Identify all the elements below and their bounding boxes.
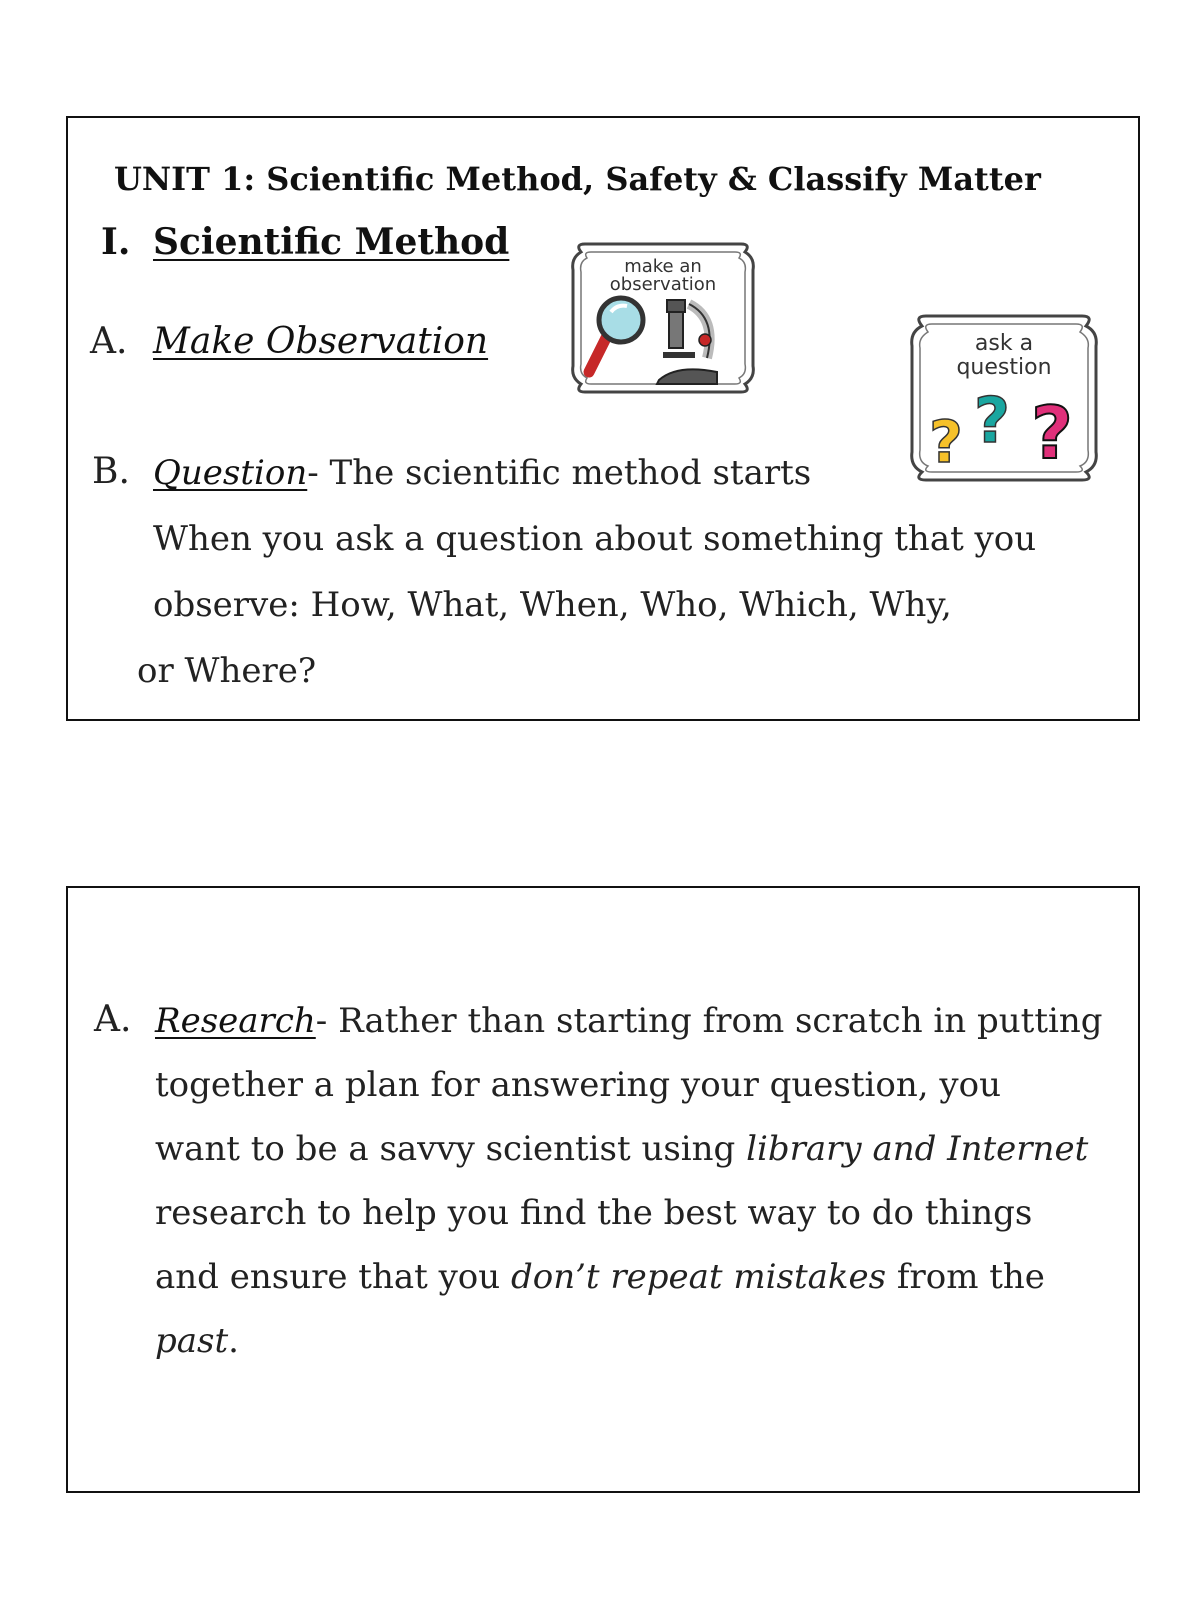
research-line1: Rather than starting from scratch in putting <box>338 1001 1103 1041</box>
make-observation-clipart <box>567 240 759 396</box>
section-title: Scientific Method <box>153 221 510 263</box>
item-a-title: Make Observation <box>153 321 489 362</box>
item-b-first-line <box>153 453 811 493</box>
research-line6 <box>155 1321 239 1361</box>
research-line2: together a plan for answering your question, you <box>155 1065 1001 1105</box>
item-b-dash: - <box>307 453 330 493</box>
svg-text:?: ? <box>1031 391 1073 475</box>
item-b-line4: or Where? <box>137 651 317 691</box>
research-line4: research to help you find the best way to do things <box>155 1193 1033 1233</box>
clip-observation-line1: make an <box>624 256 702 277</box>
research-line5-end: from the <box>886 1257 1045 1297</box>
research-first-line <box>155 1001 1103 1041</box>
item-b-letter: B. <box>92 451 130 492</box>
item-b-title: Question <box>153 453 308 493</box>
clip-question-line2: question <box>956 355 1052 380</box>
item-b-line2: When you ask a question about something that you <box>153 519 1037 559</box>
svg-text:?: ? <box>974 384 1010 457</box>
section-numeral: I. <box>101 221 131 263</box>
item-a-letter: A. <box>90 321 128 362</box>
research-line6-emphasis: past <box>155 1321 229 1361</box>
research-line6-end: . <box>228 1321 239 1361</box>
research-line3-text: want to be a savvy scientist using <box>155 1129 747 1169</box>
item-b-line1: The scientific method starts <box>329 453 812 493</box>
research-line3-emphasis: library and Internet <box>746 1129 1089 1169</box>
magnifier-microscope-icon <box>567 240 759 396</box>
unit-title: UNIT 1: Scientific Method, Safety & Classify Matter <box>114 160 1041 198</box>
clip-question-line1: ask a <box>974 331 1034 356</box>
research-letter: A. <box>94 999 132 1040</box>
question-marks-icon <box>906 312 1102 484</box>
svg-text:?: ? <box>929 408 963 476</box>
research-line5-text: and ensure that you <box>155 1257 511 1297</box>
clip-observation-line2: observation <box>609 274 717 295</box>
item-b-line3: observe: How, What, When, Who, Which, Why, <box>153 585 952 625</box>
research-card <box>66 886 1140 1493</box>
research-line3 <box>155 1129 1088 1169</box>
ask-question-clipart <box>906 312 1102 484</box>
research-line5 <box>155 1257 1045 1297</box>
research-line5-emphasis: don’t repeat mistakes <box>510 1257 887 1297</box>
research-title: Research <box>155 1001 316 1041</box>
research-dash: - <box>315 1001 339 1041</box>
